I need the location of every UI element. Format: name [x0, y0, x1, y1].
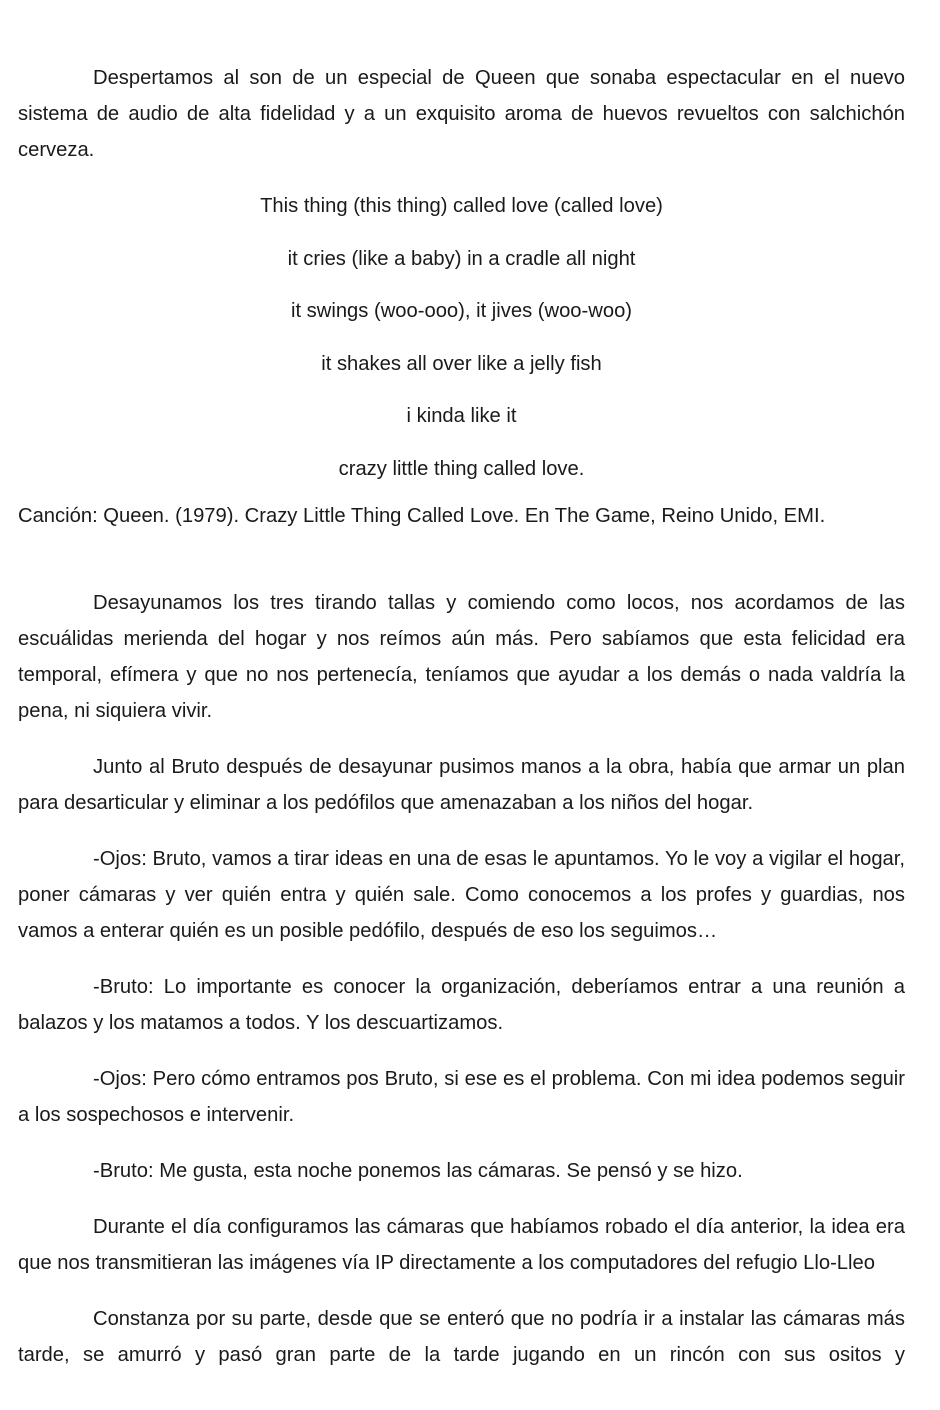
document-page	[18, 60, 905, 1373]
lyric-line: it cries (like a baby) in a cradle all night	[287, 247, 636, 270]
lyric-line: This thing (this thing) called love (called love)	[260, 195, 663, 217]
paragraph: -Bruto: Me gusta, esta noche ponemos las cámaras. Se pensó y se hizo.	[93, 1160, 743, 1182]
lyric-line: i kinda like it	[406, 405, 517, 427]
song-citation: Canción: Queen. (1979). Crazy Little Thing Called Love. En The Game, Reino Unido, EMI.	[18, 505, 826, 527]
lyric-line: it shakes all over like a jelly fish	[321, 352, 602, 375]
paragraph: Junto al Bruto después de desayunar pusimos manos a la obra, había que armar un plan para desarticular y eliminar a los pedófilos que amenazaban a los niños del hogar.	[18, 756, 905, 814]
lyric-line: it swings (woo-ooo), it jives (woo-woo)	[290, 300, 633, 322]
paragraph: -Ojos: Bruto, vamos a tirar ideas en una de esas le apuntamos. Yo le voy a vigilar el hogar, poner cámaras y ver quién entra y quién sale. Como conocemos a los profes y guardias, nos vamos a enterar quién es un posible pedófilo, después de eso los seguimos…	[18, 848, 905, 942]
song-lyrics	[18, 188, 905, 503]
paragraph-intro: Despertamos al son de un especial de Queen que sonaba espectacular en el nuevo sistema de audio de alta fidelidad y a un exquisito aroma de huevos revueltos con salchichón cerveza.	[18, 67, 905, 161]
paragraph: Constanza por su parte, desde que se enteró que no podría ir a instalar las cámaras más tarde, se amurró y pasó gran parte de la tarde jugando en un rincón con sus ositos y	[18, 1308, 905, 1366]
paragraph: -Ojos: Pero cómo entramos pos Bruto, si ese es el problema. Con mi idea podemos seguir a los sospechosos e intervenir.	[18, 1068, 905, 1126]
paragraph: -Bruto: Lo importante es conocer la organización, deberíamos entrar a una reunión a balazos y los matamos a todos. Y los descuartizamos.	[18, 976, 905, 1034]
paragraph: Durante el día configuramos las cámaras que habíamos robado el día anterior, la idea era que nos transmitieran las imágenes vía IP directamente a los computadores del refugio Llo-Lleo	[18, 1216, 905, 1274]
paragraph: Desayunamos los tres tirando tallas y comiendo como locos, nos acordamos de las escuálidas merienda del hogar y nos reímos aún más. Pero sabíamos que esta felicidad era temporal, efímera y que no nos pertenecía, teníamos que ayudar a los demás o nada valdría la pena, ni siquiera vivir.	[18, 592, 905, 722]
lyric-line: crazy little thing called love.	[338, 457, 585, 480]
